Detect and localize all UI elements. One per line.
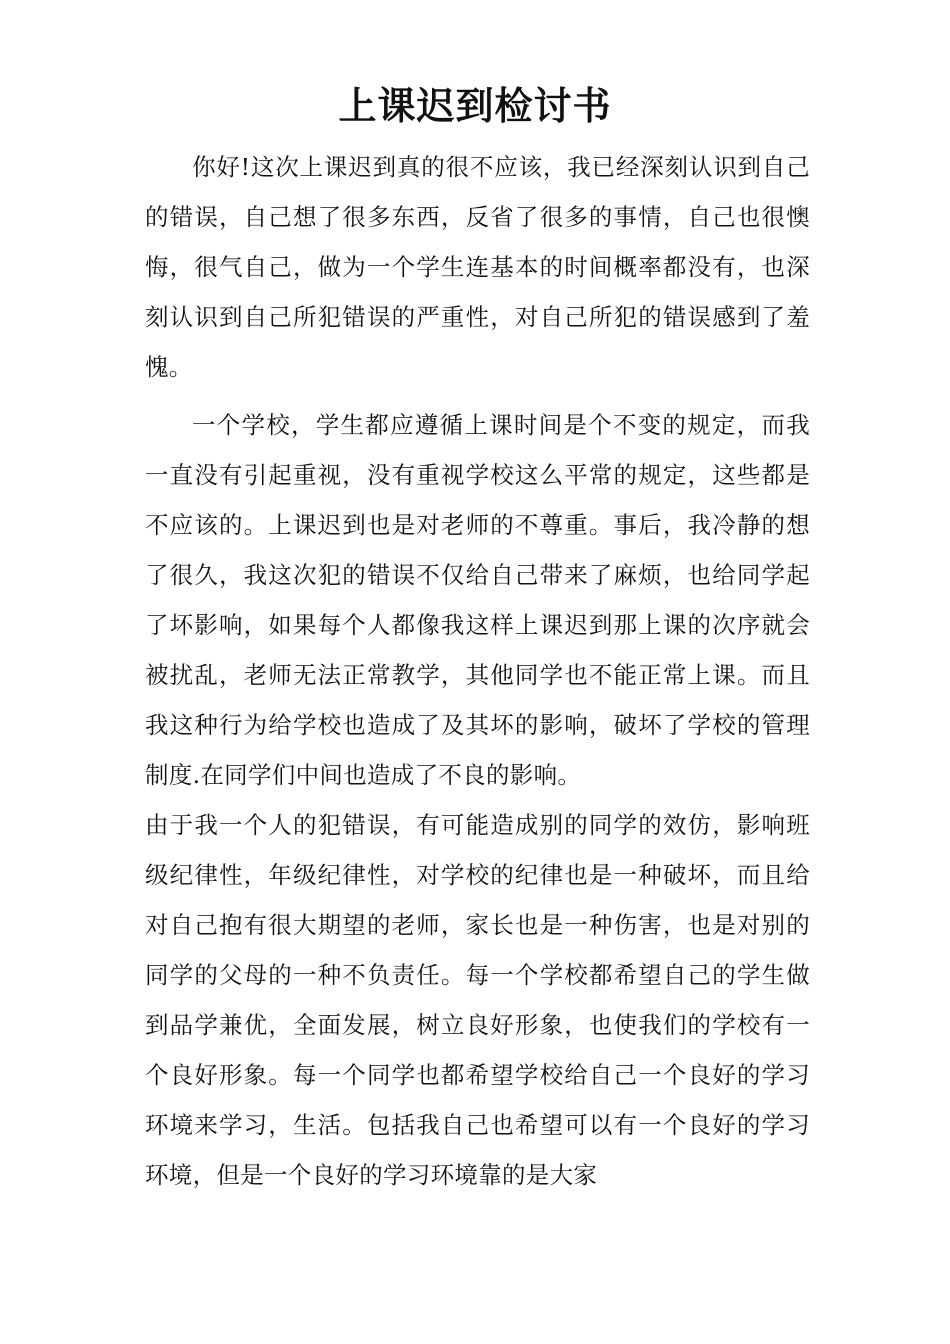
document-title: 上课迟到检讨书 bbox=[338, 83, 612, 128]
paragraph-1: 你好!这次上课迟到真的很不应该，我已经深刻认识到自己的错误，自己想了很多东西，反省了很多的事情，自己也很懊悔，很气自己，做为一个学生连基本的时间概率都没有，也深刻认识到自己所犯错误的严重性，对自己所犯的错误感到了羞愧。 bbox=[145, 153, 810, 381]
document-body bbox=[145, 142, 810, 1208]
paragraph-2: 一个学校，学生都应遵循上课时间是个不变的规定，而我一直没有引起重视，没有重视学校这么平常的规定，这些都是不应该的。上课迟到也是对老师的不尊重。事后，我冷静的想了很久，我这次犯的错误不仅给自己带来了麻烦，也给同学起了坏影响，如果每个人都像我这样上课迟到那上课的次序就会被扰乱，老师无法正常教学，其他同学也不能正常上课。而且我这种行为给学校也造成了及其坏的影响，破坏了学校的管理制度.在同学们中间也造成了不良的影响。 bbox=[145, 411, 810, 789]
paragraph-3: 由于我一个人的犯错误，有可能造成别的同学的效仿，影响班级纪律性，年级纪律性，对学校的纪律也是一种破坏，而且给对自己抱有很大期望的老师，家长也是一种伤害，也是对别的同学的父母的一种不负责任。每一个学校都希望自己的学生做到品学兼优，全面发展，树立良好形象，也使我们的学校有一个良好形象。每一个同学也都希望学校给自己一个良好的学习环境来学习，生活。包括我自己也希望可以有一个良好的学习环境，但是一个良好的学习环境靠的是大家 bbox=[145, 811, 810, 1189]
